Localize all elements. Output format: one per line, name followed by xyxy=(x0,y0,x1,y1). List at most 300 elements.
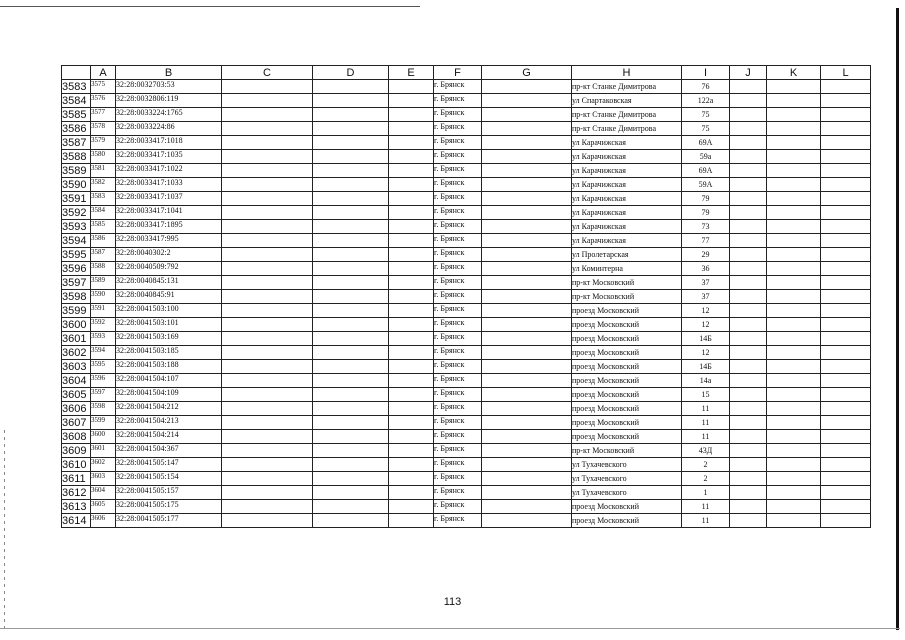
cell-l[interactable] xyxy=(821,444,871,458)
cell-l[interactable] xyxy=(821,304,871,318)
row-number[interactable]: 3589 xyxy=(62,164,91,178)
cell-h[interactable]: ул Карачижская xyxy=(572,150,682,164)
cell-i[interactable]: 1 xyxy=(682,486,730,500)
cell-h[interactable]: ул Карачижская xyxy=(572,164,682,178)
cell-h[interactable]: пр-кт Станке Димитрова xyxy=(572,80,682,94)
cell-l[interactable] xyxy=(821,178,871,192)
row-number[interactable]: 3602 xyxy=(62,346,91,360)
cell-b[interactable]: 32:28:0041505:175 xyxy=(116,500,222,514)
cell-j[interactable] xyxy=(730,486,767,500)
cell-i[interactable]: 11 xyxy=(682,430,730,444)
cell-e[interactable] xyxy=(389,276,434,290)
cell-a[interactable]: 3594 xyxy=(91,346,116,360)
cell-d[interactable] xyxy=(313,458,389,472)
row-number[interactable]: 3612 xyxy=(62,486,91,500)
cell-d[interactable] xyxy=(313,402,389,416)
cell-k[interactable] xyxy=(767,136,821,150)
cell-e[interactable] xyxy=(389,458,434,472)
cell-k[interactable] xyxy=(767,304,821,318)
cell-l[interactable] xyxy=(821,290,871,304)
row-number[interactable]: 3610 xyxy=(62,458,91,472)
cell-e[interactable] xyxy=(389,332,434,346)
cell-d[interactable] xyxy=(313,262,389,276)
cell-h[interactable]: проезд Московский xyxy=(572,500,682,514)
row-number[interactable]: 3611 xyxy=(62,472,91,486)
cell-a[interactable]: 3577 xyxy=(91,108,116,122)
cell-j[interactable] xyxy=(730,458,767,472)
cell-l[interactable] xyxy=(821,416,871,430)
cell-c[interactable] xyxy=(222,234,313,248)
cell-f[interactable]: г. Брянск xyxy=(434,332,482,346)
cell-c[interactable] xyxy=(222,136,313,150)
cell-b[interactable]: 32:28:0041503:101 xyxy=(116,318,222,332)
cell-g[interactable] xyxy=(482,248,572,262)
cell-i[interactable]: 59А xyxy=(682,178,730,192)
cell-f[interactable]: г. Брянск xyxy=(434,430,482,444)
cell-d[interactable] xyxy=(313,486,389,500)
cell-j[interactable] xyxy=(730,164,767,178)
cell-h[interactable]: ул Карачижская xyxy=(572,220,682,234)
cell-k[interactable] xyxy=(767,220,821,234)
cell-j[interactable] xyxy=(730,94,767,108)
row-number[interactable]: 3597 xyxy=(62,276,91,290)
cell-d[interactable] xyxy=(313,430,389,444)
cell-i[interactable]: 12 xyxy=(682,346,730,360)
cell-i[interactable]: 69А xyxy=(682,136,730,150)
cell-d[interactable] xyxy=(313,122,389,136)
cell-g[interactable] xyxy=(482,276,572,290)
row-number[interactable]: 3593 xyxy=(62,220,91,234)
cell-l[interactable] xyxy=(821,94,871,108)
cell-d[interactable] xyxy=(313,318,389,332)
cell-k[interactable] xyxy=(767,248,821,262)
cell-d[interactable] xyxy=(313,192,389,206)
cell-h[interactable]: ул Тухачевского xyxy=(572,472,682,486)
cell-d[interactable] xyxy=(313,500,389,514)
cell-d[interactable] xyxy=(313,388,389,402)
cell-j[interactable] xyxy=(730,262,767,276)
cell-g[interactable] xyxy=(482,262,572,276)
column-header-i[interactable]: I xyxy=(682,66,730,80)
cell-f[interactable]: г. Брянск xyxy=(434,458,482,472)
cell-b[interactable]: 32:28:0041505:154 xyxy=(116,472,222,486)
cell-l[interactable] xyxy=(821,360,871,374)
cell-h[interactable]: проезд Московский xyxy=(572,304,682,318)
cell-j[interactable] xyxy=(730,206,767,220)
cell-h[interactable]: проезд Московский xyxy=(572,374,682,388)
cell-d[interactable] xyxy=(313,248,389,262)
cell-a[interactable]: 3590 xyxy=(91,290,116,304)
cell-a[interactable]: 3598 xyxy=(91,402,116,416)
cell-i[interactable]: 76 xyxy=(682,80,730,94)
cell-j[interactable] xyxy=(730,122,767,136)
cell-d[interactable] xyxy=(313,94,389,108)
cell-g[interactable] xyxy=(482,108,572,122)
cell-e[interactable] xyxy=(389,430,434,444)
cell-h[interactable]: пр-кт Станке Димитрова xyxy=(572,108,682,122)
cell-b[interactable]: 32:28:0041504:107 xyxy=(116,374,222,388)
cell-l[interactable] xyxy=(821,374,871,388)
cell-c[interactable] xyxy=(222,262,313,276)
cell-a[interactable]: 3585 xyxy=(91,220,116,234)
row-number[interactable]: 3613 xyxy=(62,500,91,514)
cell-j[interactable] xyxy=(730,346,767,360)
cell-j[interactable] xyxy=(730,332,767,346)
cell-e[interactable] xyxy=(389,374,434,388)
cell-g[interactable] xyxy=(482,290,572,304)
cell-a[interactable]: 3592 xyxy=(91,318,116,332)
cell-b[interactable]: 32:28:0041504:214 xyxy=(116,430,222,444)
cell-h[interactable]: ул Карачижская xyxy=(572,206,682,220)
cell-d[interactable] xyxy=(313,360,389,374)
cell-j[interactable] xyxy=(730,318,767,332)
cell-b[interactable]: 32:28:0033224:86 xyxy=(116,122,222,136)
cell-b[interactable]: 32:28:0040845:131 xyxy=(116,276,222,290)
cell-k[interactable] xyxy=(767,192,821,206)
cell-c[interactable] xyxy=(222,402,313,416)
cell-e[interactable] xyxy=(389,318,434,332)
cell-j[interactable] xyxy=(730,430,767,444)
cell-i[interactable]: 77 xyxy=(682,234,730,248)
cell-i[interactable]: 2 xyxy=(682,458,730,472)
cell-k[interactable] xyxy=(767,150,821,164)
cell-a[interactable]: 3576 xyxy=(91,94,116,108)
cell-j[interactable] xyxy=(730,416,767,430)
cell-k[interactable] xyxy=(767,122,821,136)
cell-g[interactable] xyxy=(482,318,572,332)
cell-a[interactable]: 3599 xyxy=(91,416,116,430)
column-header-a[interactable]: A xyxy=(91,66,116,80)
cell-i[interactable]: 75 xyxy=(682,108,730,122)
cell-g[interactable] xyxy=(482,458,572,472)
cell-i[interactable]: 11 xyxy=(682,402,730,416)
cell-j[interactable] xyxy=(730,192,767,206)
cell-c[interactable] xyxy=(222,150,313,164)
column-header-l[interactable]: L xyxy=(821,66,871,80)
cell-d[interactable] xyxy=(313,80,389,94)
row-number[interactable]: 3599 xyxy=(62,304,91,318)
cell-a[interactable]: 3578 xyxy=(91,122,116,136)
cell-d[interactable] xyxy=(313,514,389,528)
cell-c[interactable] xyxy=(222,360,313,374)
cell-k[interactable] xyxy=(767,94,821,108)
cell-g[interactable] xyxy=(482,500,572,514)
cell-l[interactable] xyxy=(821,108,871,122)
cell-i[interactable]: 11 xyxy=(682,416,730,430)
cell-f[interactable]: г. Брянск xyxy=(434,262,482,276)
cell-d[interactable] xyxy=(313,290,389,304)
cell-e[interactable] xyxy=(389,122,434,136)
cell-k[interactable] xyxy=(767,178,821,192)
cell-j[interactable] xyxy=(730,388,767,402)
cell-l[interactable] xyxy=(821,388,871,402)
row-number[interactable]: 3594 xyxy=(62,234,91,248)
cell-b[interactable]: 32:28:0033417:1035 xyxy=(116,150,222,164)
row-number[interactable]: 3587 xyxy=(62,136,91,150)
row-number[interactable]: 3608 xyxy=(62,430,91,444)
cell-i[interactable]: 14Б xyxy=(682,332,730,346)
cell-f[interactable]: г. Брянск xyxy=(434,150,482,164)
cell-l[interactable] xyxy=(821,276,871,290)
cell-k[interactable] xyxy=(767,458,821,472)
cell-e[interactable] xyxy=(389,472,434,486)
cell-b[interactable]: 32:28:0033417:1037 xyxy=(116,192,222,206)
row-number[interactable]: 3606 xyxy=(62,402,91,416)
cell-l[interactable] xyxy=(821,80,871,94)
cell-i[interactable]: 59а xyxy=(682,150,730,164)
row-number[interactable]: 3603 xyxy=(62,360,91,374)
cell-h[interactable]: пр-кт Московский xyxy=(572,290,682,304)
cell-h[interactable]: ул Спартаковская xyxy=(572,94,682,108)
cell-d[interactable] xyxy=(313,206,389,220)
cell-f[interactable]: г. Брянск xyxy=(434,206,482,220)
cell-j[interactable] xyxy=(730,500,767,514)
cell-l[interactable] xyxy=(821,248,871,262)
cell-g[interactable] xyxy=(482,388,572,402)
cell-k[interactable] xyxy=(767,276,821,290)
cell-h[interactable]: ул Карачижская xyxy=(572,234,682,248)
cell-d[interactable] xyxy=(313,220,389,234)
cell-e[interactable] xyxy=(389,94,434,108)
cell-k[interactable] xyxy=(767,444,821,458)
cell-c[interactable] xyxy=(222,304,313,318)
row-number[interactable]: 3583 xyxy=(62,80,91,94)
cell-c[interactable] xyxy=(222,276,313,290)
cell-d[interactable] xyxy=(313,472,389,486)
cell-c[interactable] xyxy=(222,472,313,486)
row-number[interactable]: 3614 xyxy=(62,514,91,528)
cell-h[interactable]: проезд Московский xyxy=(572,332,682,346)
cell-f[interactable]: г. Брянск xyxy=(434,136,482,150)
cell-f[interactable]: г. Брянск xyxy=(434,304,482,318)
cell-k[interactable] xyxy=(767,500,821,514)
cell-a[interactable]: 3604 xyxy=(91,486,116,500)
cell-c[interactable] xyxy=(222,290,313,304)
cell-c[interactable] xyxy=(222,430,313,444)
cell-g[interactable] xyxy=(482,220,572,234)
cell-a[interactable]: 3603 xyxy=(91,472,116,486)
cell-h[interactable]: проезд Московский xyxy=(572,514,682,528)
cell-c[interactable] xyxy=(222,388,313,402)
cell-a[interactable]: 3605 xyxy=(91,500,116,514)
cell-a[interactable]: 3602 xyxy=(91,458,116,472)
cell-h[interactable]: проезд Московский xyxy=(572,388,682,402)
cell-b[interactable]: 32:28:0040302:2 xyxy=(116,248,222,262)
cell-l[interactable] xyxy=(821,150,871,164)
cell-f[interactable]: г. Брянск xyxy=(434,514,482,528)
cell-b[interactable]: 32:28:0033417:1895 xyxy=(116,220,222,234)
cell-b[interactable]: 32:28:0033417:995 xyxy=(116,234,222,248)
cell-k[interactable] xyxy=(767,514,821,528)
cell-b[interactable]: 32:28:0041503:188 xyxy=(116,360,222,374)
cell-i[interactable]: 69А xyxy=(682,164,730,178)
cell-d[interactable] xyxy=(313,332,389,346)
cell-g[interactable] xyxy=(482,346,572,360)
cell-g[interactable] xyxy=(482,94,572,108)
cell-j[interactable] xyxy=(730,374,767,388)
cell-e[interactable] xyxy=(389,346,434,360)
cell-c[interactable] xyxy=(222,94,313,108)
cell-l[interactable] xyxy=(821,346,871,360)
cell-c[interactable] xyxy=(222,206,313,220)
cell-a[interactable]: 3591 xyxy=(91,304,116,318)
cell-k[interactable] xyxy=(767,472,821,486)
cell-j[interactable] xyxy=(730,150,767,164)
cell-c[interactable] xyxy=(222,514,313,528)
cell-d[interactable] xyxy=(313,374,389,388)
row-number[interactable]: 3604 xyxy=(62,374,91,388)
cell-f[interactable]: г. Брянск xyxy=(434,374,482,388)
row-number[interactable]: 3605 xyxy=(62,388,91,402)
cell-b[interactable]: 32:28:0032703:53 xyxy=(116,80,222,94)
cell-g[interactable] xyxy=(482,164,572,178)
cell-f[interactable]: г. Брянск xyxy=(434,80,482,94)
cell-a[interactable]: 3575 xyxy=(91,80,116,94)
cell-f[interactable]: г. Брянск xyxy=(434,500,482,514)
cell-c[interactable] xyxy=(222,192,313,206)
cell-b[interactable]: 32:28:0040845:91 xyxy=(116,290,222,304)
cell-l[interactable] xyxy=(821,472,871,486)
cell-l[interactable] xyxy=(821,430,871,444)
cell-c[interactable] xyxy=(222,248,313,262)
column-header-k[interactable]: K xyxy=(767,66,821,80)
cell-f[interactable]: г. Брянск xyxy=(434,94,482,108)
row-number[interactable]: 3607 xyxy=(62,416,91,430)
cell-e[interactable] xyxy=(389,80,434,94)
cell-b[interactable]: 32:28:0041505:177 xyxy=(116,514,222,528)
cell-a[interactable]: 3589 xyxy=(91,276,116,290)
cell-i[interactable]: 15 xyxy=(682,388,730,402)
cell-l[interactable] xyxy=(821,164,871,178)
cell-b[interactable]: 32:28:0041505:157 xyxy=(116,486,222,500)
column-header-f[interactable]: F xyxy=(434,66,482,80)
cell-j[interactable] xyxy=(730,290,767,304)
cell-c[interactable] xyxy=(222,346,313,360)
row-number[interactable]: 3596 xyxy=(62,262,91,276)
cell-a[interactable]: 3593 xyxy=(91,332,116,346)
cell-b[interactable]: 32:28:0033417:1033 xyxy=(116,178,222,192)
cell-l[interactable] xyxy=(821,318,871,332)
row-number[interactable]: 3584 xyxy=(62,94,91,108)
cell-l[interactable] xyxy=(821,332,871,346)
cell-k[interactable] xyxy=(767,262,821,276)
cell-j[interactable] xyxy=(730,304,767,318)
cell-a[interactable]: 3596 xyxy=(91,374,116,388)
cell-k[interactable] xyxy=(767,332,821,346)
cell-g[interactable] xyxy=(482,192,572,206)
cell-b[interactable]: 32:28:0041504:109 xyxy=(116,388,222,402)
cell-i[interactable]: 11 xyxy=(682,514,730,528)
cell-g[interactable] xyxy=(482,178,572,192)
cell-c[interactable] xyxy=(222,332,313,346)
cell-d[interactable] xyxy=(313,234,389,248)
cell-i[interactable]: 14Б xyxy=(682,360,730,374)
cell-e[interactable] xyxy=(389,444,434,458)
cell-h[interactable]: проезд Московский xyxy=(572,402,682,416)
cell-j[interactable] xyxy=(730,248,767,262)
cell-e[interactable] xyxy=(389,220,434,234)
cell-d[interactable] xyxy=(313,178,389,192)
cell-f[interactable]: г. Брянск xyxy=(434,402,482,416)
cell-j[interactable] xyxy=(730,178,767,192)
cell-c[interactable] xyxy=(222,318,313,332)
cell-a[interactable]: 3595 xyxy=(91,360,116,374)
cell-k[interactable] xyxy=(767,318,821,332)
cell-g[interactable] xyxy=(482,430,572,444)
cell-e[interactable] xyxy=(389,388,434,402)
cell-g[interactable] xyxy=(482,486,572,500)
cell-l[interactable] xyxy=(821,262,871,276)
cell-b[interactable]: 32:28:0041504:212 xyxy=(116,402,222,416)
cell-c[interactable] xyxy=(222,374,313,388)
cell-g[interactable] xyxy=(482,136,572,150)
cell-e[interactable] xyxy=(389,290,434,304)
cell-j[interactable] xyxy=(730,276,767,290)
cell-g[interactable] xyxy=(482,206,572,220)
cell-g[interactable] xyxy=(482,304,572,318)
column-header-e[interactable]: E xyxy=(389,66,434,80)
column-header-c[interactable]: C xyxy=(222,66,313,80)
column-header-h[interactable]: H xyxy=(572,66,682,80)
cell-d[interactable] xyxy=(313,416,389,430)
cell-e[interactable] xyxy=(389,500,434,514)
cell-d[interactable] xyxy=(313,444,389,458)
cell-f[interactable]: г. Брянск xyxy=(434,444,482,458)
cell-f[interactable]: г. Брянск xyxy=(434,164,482,178)
cell-i[interactable]: 12 xyxy=(682,304,730,318)
cell-j[interactable] xyxy=(730,234,767,248)
cell-i[interactable]: 36 xyxy=(682,262,730,276)
cell-h[interactable]: ул Карачижская xyxy=(572,178,682,192)
cell-g[interactable] xyxy=(482,80,572,94)
cell-e[interactable] xyxy=(389,416,434,430)
cell-f[interactable]: г. Брянск xyxy=(434,290,482,304)
cell-a[interactable]: 3583 xyxy=(91,192,116,206)
cell-l[interactable] xyxy=(821,206,871,220)
cell-i[interactable]: 75 xyxy=(682,122,730,136)
cell-e[interactable] xyxy=(389,150,434,164)
cell-b[interactable]: 32:28:0033224:1765 xyxy=(116,108,222,122)
cell-b[interactable]: 32:28:0033417:1022 xyxy=(116,164,222,178)
cell-e[interactable] xyxy=(389,486,434,500)
cell-k[interactable] xyxy=(767,346,821,360)
cell-h[interactable]: пр-кт Московский xyxy=(572,444,682,458)
cell-e[interactable] xyxy=(389,262,434,276)
cell-h[interactable]: ул Карачижская xyxy=(572,136,682,150)
cell-e[interactable] xyxy=(389,108,434,122)
cell-f[interactable]: г. Брянск xyxy=(434,220,482,234)
cell-f[interactable]: г. Брянск xyxy=(434,486,482,500)
column-header-g[interactable]: G xyxy=(482,66,572,80)
cell-l[interactable] xyxy=(821,122,871,136)
cell-l[interactable] xyxy=(821,220,871,234)
cell-j[interactable] xyxy=(730,136,767,150)
cell-b[interactable]: 32:28:0041503:100 xyxy=(116,304,222,318)
cell-l[interactable] xyxy=(821,500,871,514)
cell-a[interactable]: 3601 xyxy=(91,444,116,458)
cell-k[interactable] xyxy=(767,80,821,94)
cell-j[interactable] xyxy=(730,444,767,458)
cell-b[interactable]: 32:28:0041503:185 xyxy=(116,346,222,360)
cell-l[interactable] xyxy=(821,458,871,472)
cell-g[interactable] xyxy=(482,150,572,164)
cell-k[interactable] xyxy=(767,164,821,178)
cell-a[interactable]: 3579 xyxy=(91,136,116,150)
cell-g[interactable] xyxy=(482,416,572,430)
cell-l[interactable] xyxy=(821,136,871,150)
cell-k[interactable] xyxy=(767,486,821,500)
cell-h[interactable]: проезд Московский xyxy=(572,360,682,374)
